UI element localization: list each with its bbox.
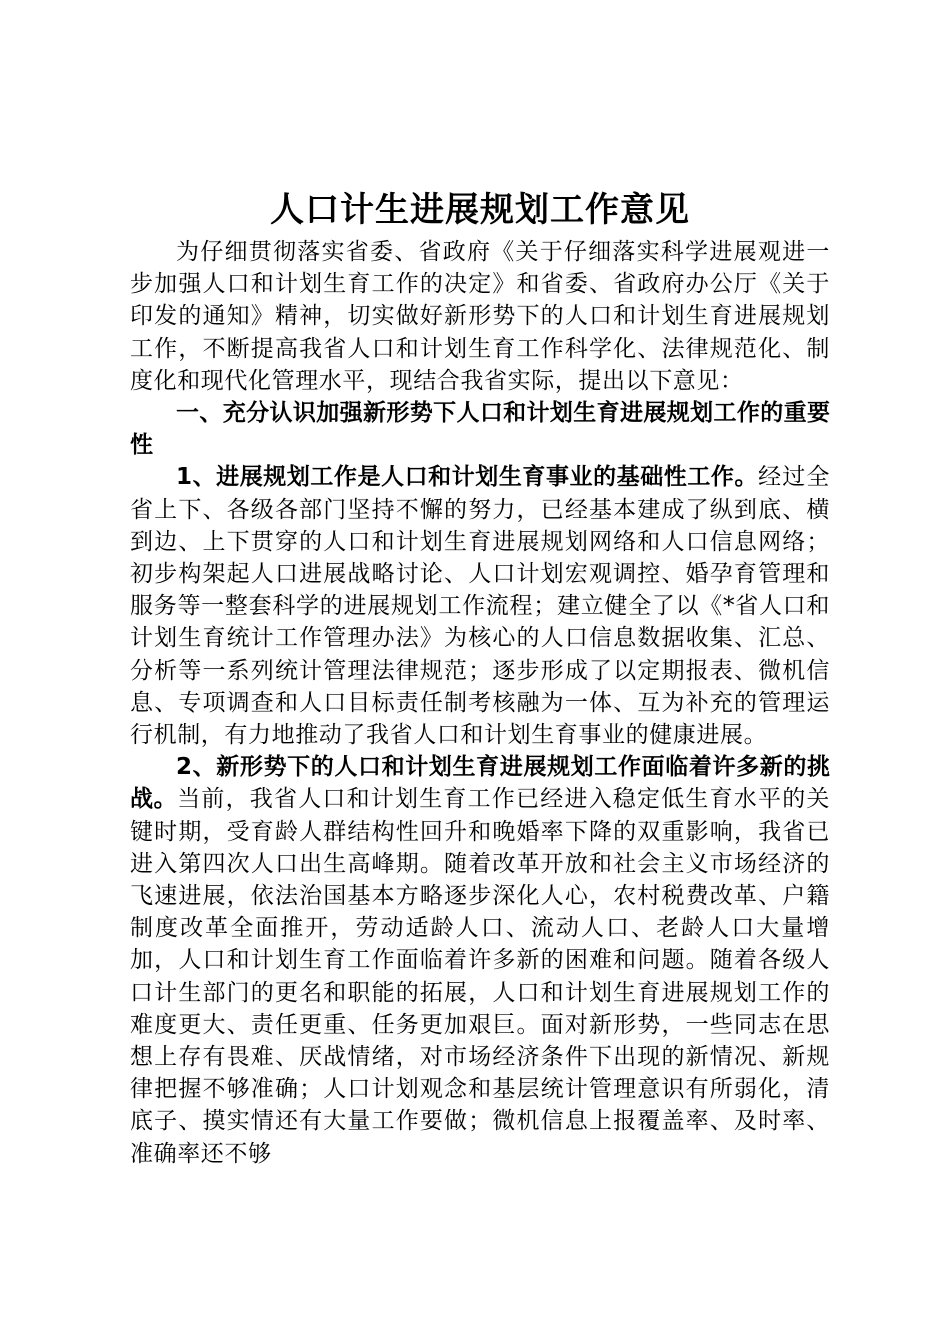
item-1-lead: 1、进展规划工作是人口和计划生育事业的基础性工作。 — [176, 464, 759, 491]
item-2-lead: 2、新形势下的人口和计划生育进展规划工作面临着许多新的挑战。 — [130, 754, 830, 813]
section-1-item-1 — [130, 461, 830, 751]
item-2-body: 当前，我省人口和计划生育工作已经进入稳定低生育水平的关键时期，受育龄人群结构性回升和晚婚率下降的双重影响，我省已进入第四次人口出生高峰期。随着改革开放和社会主义市场经济的飞速进展，依法治国基本方略逐步深化人心，农村税费改革、户籍制度改革全面推开，劳动适龄人口、流动人口、老龄人口大量增加，人口和计划生育工作面临着许多新的困难和问题。随着各级人口计生部门的更名和职能的拓展，人口和计划生育进展规划工作的难度更大、责任更重、任务更加艰巨。面对新形势，一些同志在思想上存有畏难、厌战情绪，对市场经济条件下出现的新情况、新规律把握不够准确；人口计划观念和基层统计管理意识有所弱化，清底子、摸实情还有大量工作要做；微机信息上报覆盖率、及时率、准确率还不够 — [130, 786, 830, 1167]
document-page — [130, 188, 830, 1170]
section-1-heading: 一、充分认识加强新形势下人口和计划生育进展规划工作的重要性 — [130, 400, 830, 459]
section-1-item-2 — [130, 751, 830, 1170]
item-1-body: 经过全省上下、各级各部门坚持不懈的努力，已经基本建成了纵到底、横到边、上下贯穿的人口和计划生育进展规划网络和人口信息网络；初步构架起人口进展战略讨论、人口计划宏观调控、婚孕育管理和服务等一整套科学的进展规划工作流程；建立健全了以《*省人口和计划生育统计工作管理办法》为核心的人口信息数据收集、汇总、分析等一系列统计管理法律规范；逐步形成了以定期报表、微机信息、专项调查和人口目标责任制考核融为一体、互为补充的管理运行机制，有力地推动了我省人口和计划生育事业的健康进展。 — [130, 464, 830, 749]
document-title: 人口计生进展规划工作意见 — [270, 190, 690, 230]
intro-paragraph: 为仔细贯彻落实省委、省政府《关于仔细落实科学进展观进一步加强人口和计划生育工作的决定》和省委、省政府办公厅《关于印发的通知》精神，切实做好新形势下的人口和计划生育进展规划工作，不断提高我省人口和计划生育工作科学化、法律规范化、制度化和现代化管理水平，现结合我省实际，提出以下意见： — [130, 239, 830, 394]
